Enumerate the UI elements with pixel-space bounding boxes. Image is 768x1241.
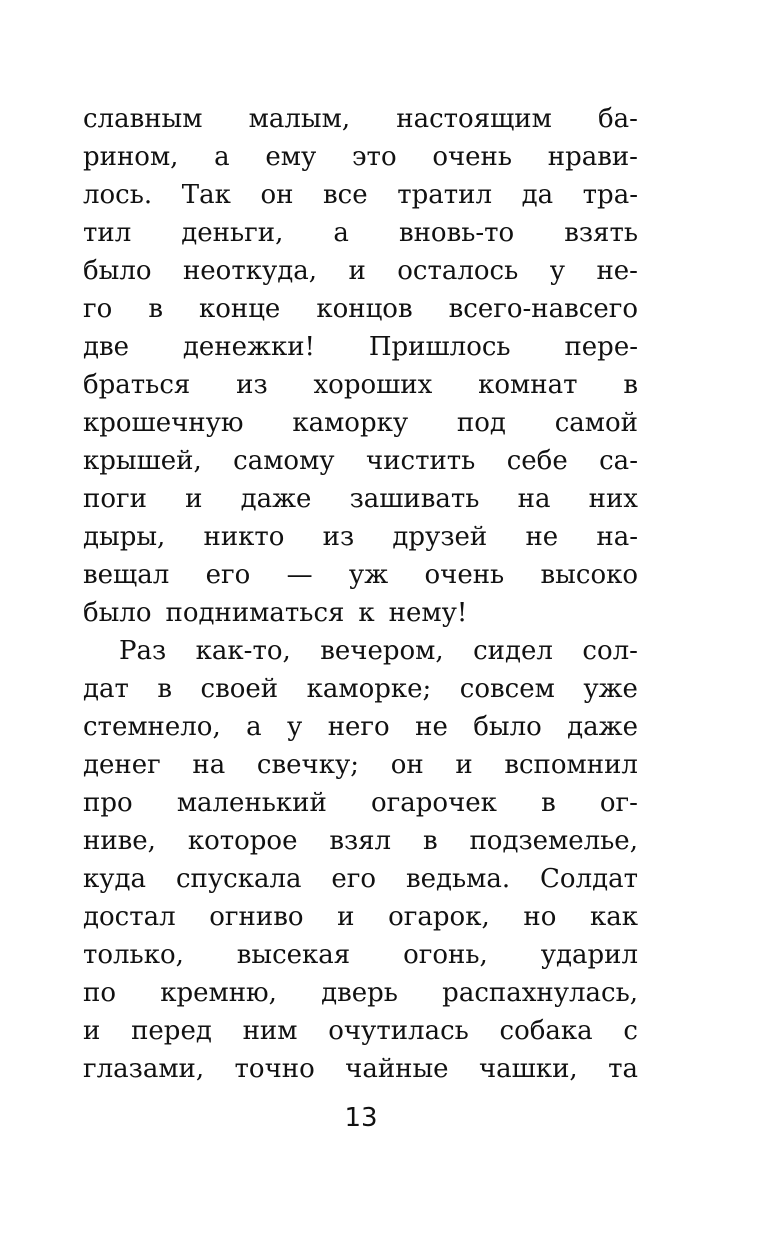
word: маленький [176,788,327,818]
word: сидел [473,636,553,666]
text-line [83,290,638,328]
text-line [83,784,638,822]
word: славным [83,104,203,134]
word: у [287,712,303,742]
text-line [83,252,638,290]
word: спускала [175,864,302,894]
text-line [83,670,638,708]
word: огонь, [403,940,488,970]
text-line [83,1012,638,1050]
word: а [246,712,262,742]
word: ог- [599,788,638,818]
word: чайные [345,1054,449,1084]
word: и [83,1016,101,1046]
word: Солдат [540,864,638,894]
word: с [623,1016,638,1046]
word: к [358,598,375,628]
word: высоко [540,560,638,590]
word: самой [554,408,638,438]
word: стемнело, [83,712,221,742]
text-line [83,898,638,936]
text-line [83,936,638,974]
word: Так [181,180,231,210]
word: пере- [564,332,638,362]
word: в [157,674,173,704]
word: браться [83,370,191,400]
page-number: 13 [344,1103,378,1133]
word: а [214,142,230,172]
word: тратил [397,180,492,210]
body-text [83,100,638,1088]
word: из [322,522,355,552]
word: ниве, [83,826,156,856]
word: хороших [313,370,433,400]
word: как [589,902,638,932]
text-line [83,404,638,442]
word: та [608,1054,638,1084]
word: не [415,712,448,742]
text-line [83,100,638,138]
word: по [83,978,116,1008]
word: не- [596,256,638,286]
text-line [83,328,638,366]
text-line [83,518,638,556]
word: комнат [478,370,578,400]
word: и [185,484,203,514]
word: чистить [366,446,476,476]
word: в [623,370,638,400]
word: взять [564,218,638,248]
word: са- [599,446,638,476]
word: на [517,484,551,514]
word: нрави- [547,142,638,172]
word: перед [131,1016,212,1046]
text-line [83,442,638,480]
word: подниматься [165,598,345,628]
word: очутилась [328,1016,469,1046]
word: у [549,256,566,286]
word: осталось [397,256,519,286]
word: его [205,560,251,590]
word: свечку; [256,750,360,780]
word: очень [432,142,513,172]
word: ударил [540,940,638,970]
word: огарочек [371,788,497,818]
word: очень [424,560,505,590]
word: в [541,788,556,818]
word: которое [187,826,298,856]
word: своей [200,674,279,704]
word: лось. [83,180,153,210]
word: но [523,902,557,932]
word: денежки! [182,332,315,362]
word: неоткуда, [182,256,318,286]
word: точно [234,1054,315,1084]
word: было [83,598,152,628]
word: Пришлось [368,332,511,362]
word: зашивать [349,484,480,514]
word: все [323,180,368,210]
word: малым, [248,104,351,134]
word: каморке; [306,674,432,704]
text-line [83,214,638,252]
word: денег [83,750,161,780]
word: подземелье, [469,826,638,856]
word: настоящим [396,104,552,134]
word: это [352,142,397,172]
word: тил [83,218,132,248]
word: на [192,750,226,780]
word: ба- [598,104,638,134]
word: как-то, [195,636,291,666]
word: друзей [392,522,488,552]
word: каморку [292,408,409,438]
paragraph [83,632,638,1088]
word: было [83,256,152,286]
word: дверь [321,978,398,1008]
word: он [260,180,294,210]
word: про [83,788,133,818]
word: не [525,522,559,552]
word: куда [83,864,147,894]
word: в [422,826,438,856]
text-line [83,138,638,176]
word: ведьма. [405,864,511,894]
word: в [148,294,163,324]
word: крышей, [83,446,202,476]
word: конце [198,294,281,324]
word: поги [83,484,147,514]
word: концов [316,294,413,324]
word: ним [242,1016,298,1046]
word: да [521,180,554,210]
word: крошечную [83,408,244,438]
word: распахнулась, [442,978,638,1008]
text-line [83,366,638,404]
word: них [588,484,638,514]
word: вещал [83,560,170,590]
word: вспомнил [504,750,638,780]
word: вновь-то [398,218,515,248]
text-line [83,480,638,518]
word: никто [203,522,285,552]
word: дат [83,674,129,704]
word: — [286,560,313,590]
word: и [337,902,355,932]
word: себе [506,446,568,476]
word: он [390,750,424,780]
text-line [83,974,638,1012]
word: рином, [83,142,179,172]
word: вечером, [320,636,444,666]
word: и [455,750,473,780]
text-line [83,708,638,746]
word: совсем [459,674,555,704]
text-line [83,860,638,898]
word: высекая [236,940,351,970]
text-line [83,176,638,214]
word: го [83,294,113,324]
word: него [327,712,390,742]
word: деньги, [181,218,284,248]
word: взял [329,826,392,856]
word: его [331,864,377,894]
word: уж [348,560,389,590]
word: уже [583,674,638,704]
word: даже [567,712,638,742]
word: самому [233,446,335,476]
text-line [83,632,638,670]
word: даже [240,484,312,514]
word: только, [83,940,184,970]
text-line [83,822,638,860]
word: две [83,332,130,362]
text-line [83,746,638,784]
word: нему! [388,598,468,628]
word: чашки, [478,1054,578,1084]
text-line [83,594,638,632]
word: глазами, [83,1054,205,1084]
word: огарок, [388,902,490,932]
word: а [333,218,349,248]
text-line [83,1050,638,1088]
word: ему [265,142,317,172]
word: и [348,256,366,286]
word: огниво [209,902,304,932]
word: Раз [119,636,167,666]
word: тра- [582,180,638,210]
word: дыры, [83,522,166,552]
word: на- [596,522,638,552]
word: кремню, [160,978,277,1008]
word: под [456,408,506,438]
word: собака [499,1016,593,1046]
word: из [236,370,268,400]
word: всего-навсего [448,294,638,324]
word: было [473,712,542,742]
word: сол- [582,636,638,666]
paragraph [83,100,638,632]
text-line [83,556,638,594]
word: достал [83,902,176,932]
